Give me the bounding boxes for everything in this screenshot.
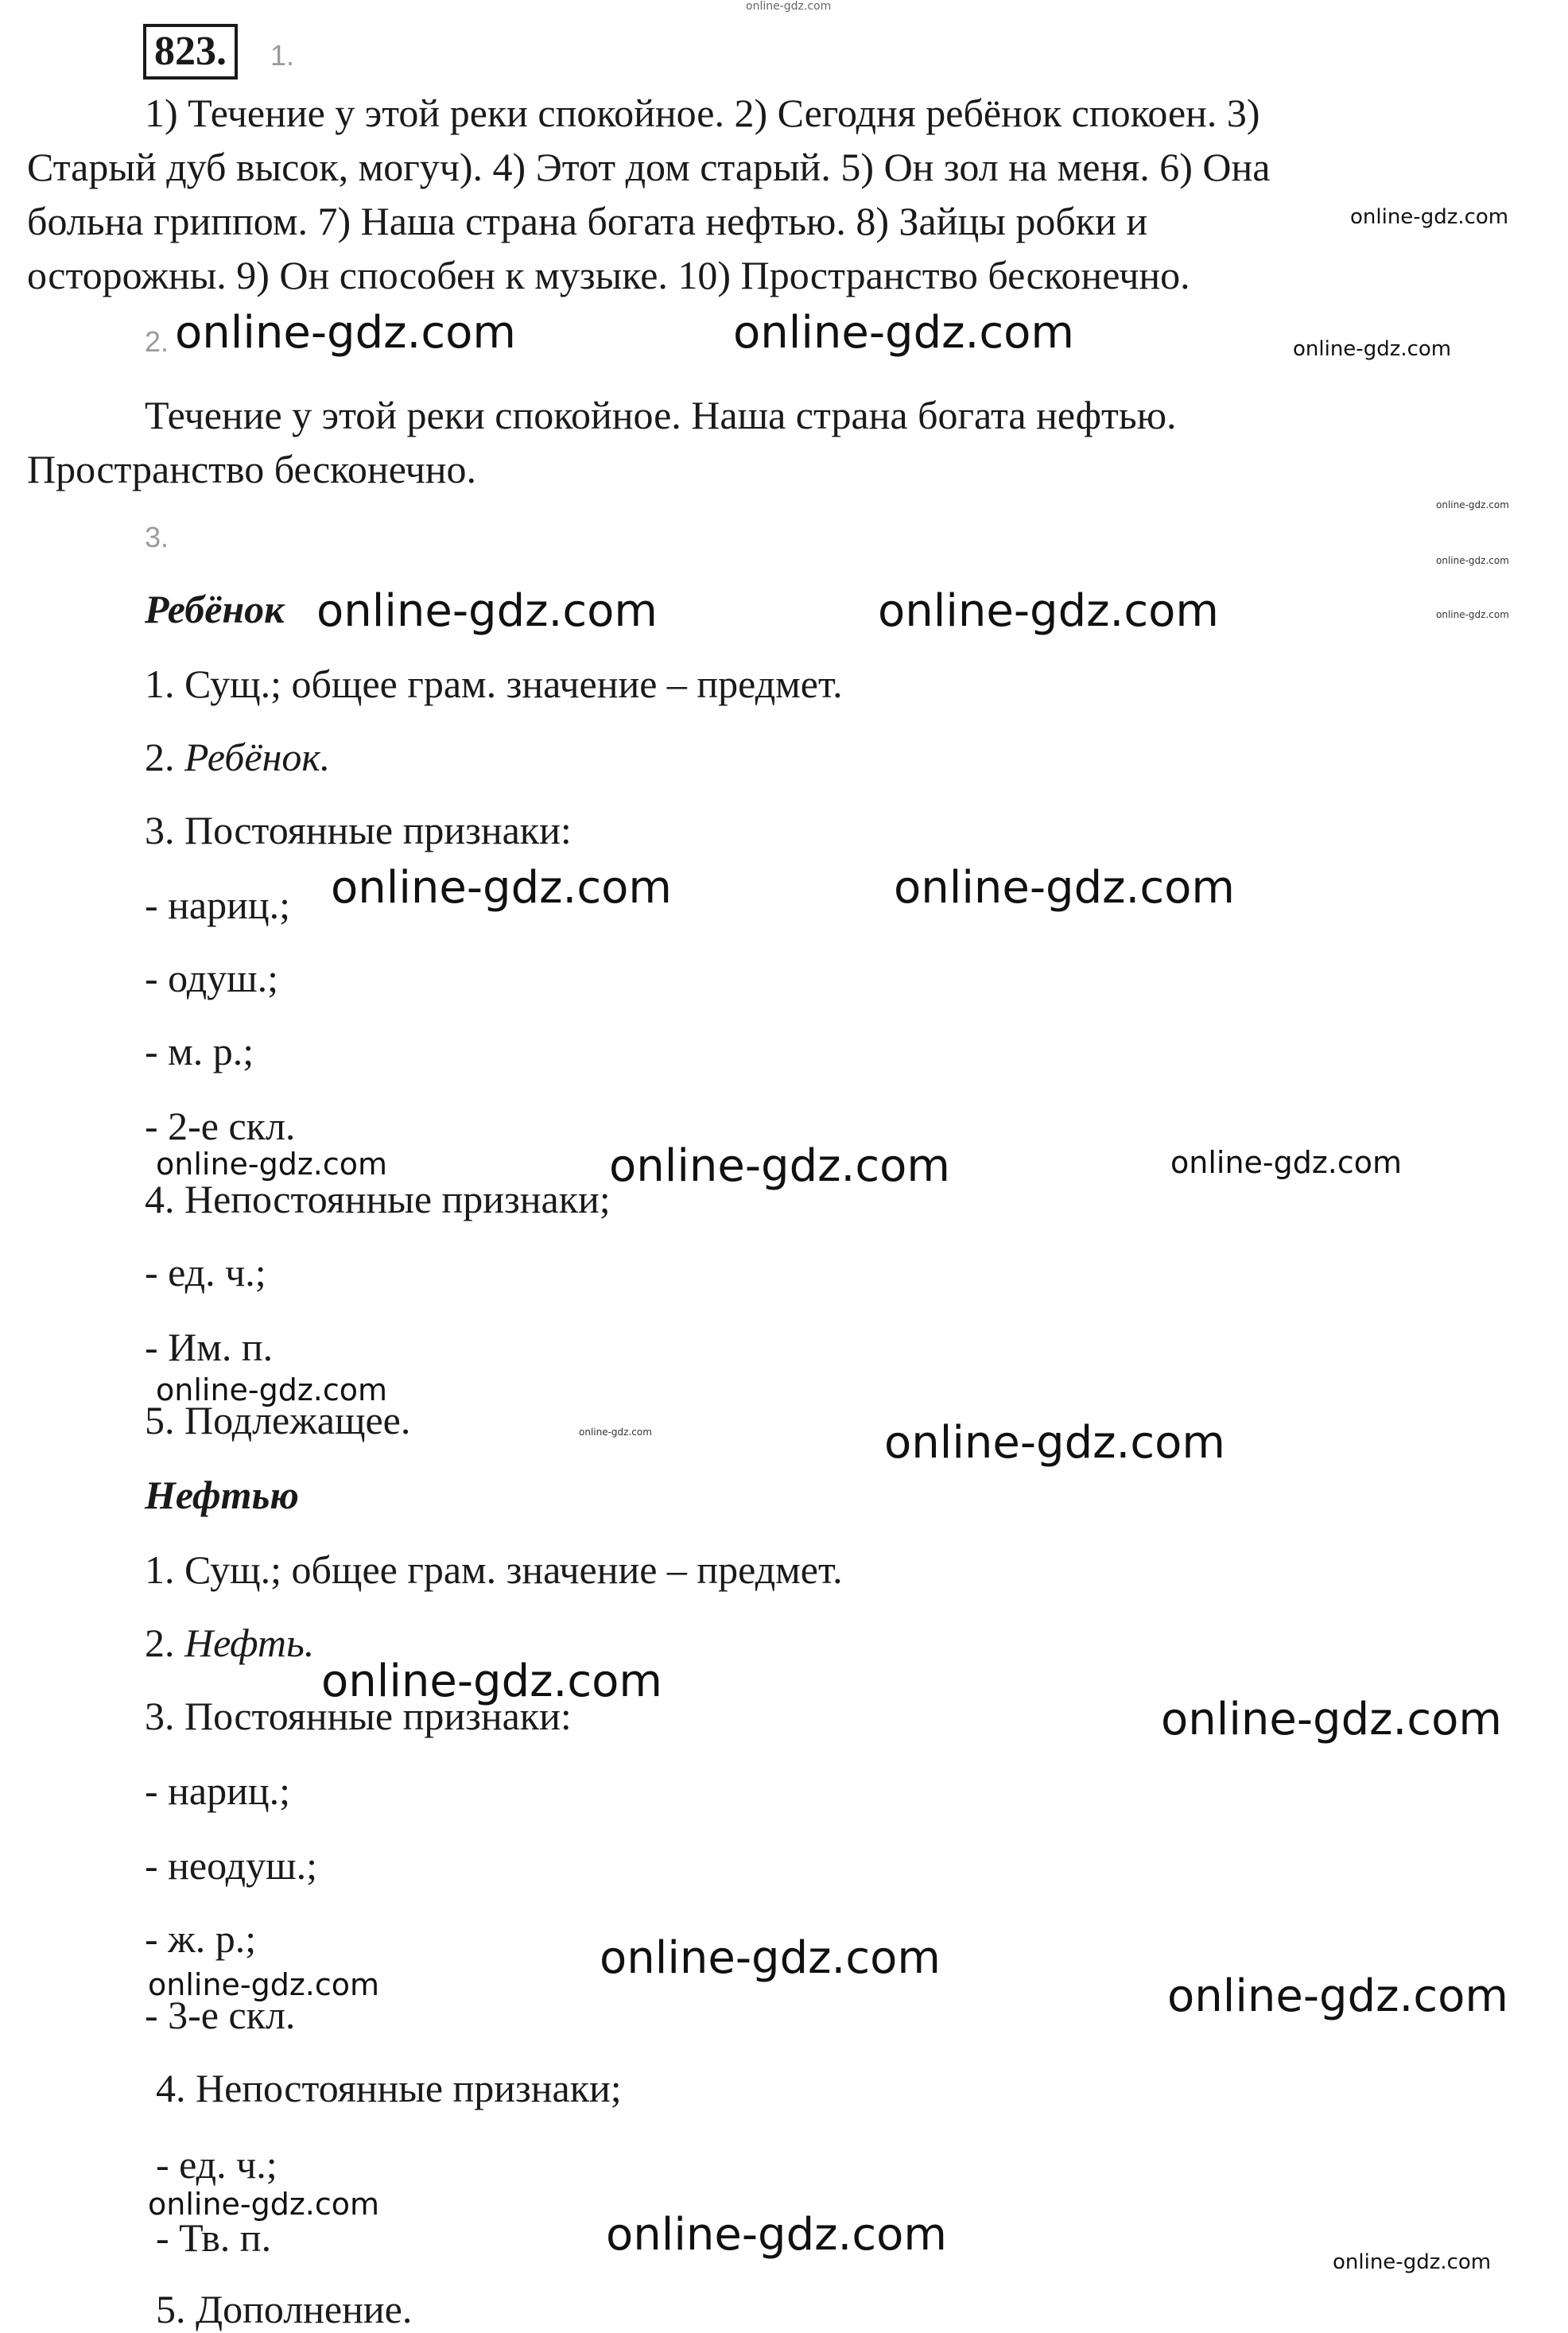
watermark: online-gdz.com — [606, 2209, 947, 2261]
watermark: online-gdz.com — [1350, 205, 1509, 229]
watermark: online-gdz.com — [156, 1147, 388, 1182]
watermark: online-gdz.com — [156, 1372, 388, 1407]
watermark: online-gdz.com — [1333, 2250, 1492, 2274]
analysis-line: - ж. р.; — [145, 1916, 257, 1961]
analysis-item-number: 2. — [145, 735, 184, 779]
watermark: online-gdz.com — [175, 307, 516, 359]
watermark: online-gdz.com — [579, 1427, 652, 1438]
analysis-line: 1. Сущ.; общее грам. значение – предмет. — [145, 1547, 843, 1592]
initial-form: Ребёнок. — [184, 735, 331, 779]
section-label-3: 3. — [145, 521, 169, 553]
exercise-number: 823. — [143, 24, 238, 80]
watermark: online-gdz.com — [321, 1656, 662, 1707]
analysis-line: 3. Постоянные признаки: — [145, 808, 572, 852]
analysis-line: 5. Подлежащее. — [145, 1398, 411, 1442]
analysis-line: 4. Непостоянные признаки; — [156, 2066, 622, 2110]
watermark: online-gdz.com — [746, 0, 832, 13]
watermark: online-gdz.com — [894, 862, 1235, 914]
analysis-item-number: 2. — [145, 1621, 184, 1665]
part1-line: 1) Течение у этой реки спокойное. 2) Сегодня ребёнок спокоен. 3) — [145, 91, 1260, 135]
watermark: online-gdz.com — [878, 585, 1219, 637]
analysis-line: - нариц.; — [145, 883, 291, 927]
analysis-line — [145, 733, 330, 781]
part1-line: больна гриппом. 7) Наша страна богата нефтью. 8) Зайцы робки и — [27, 199, 1148, 243]
watermark: online-gdz.com — [1161, 1694, 1502, 1745]
analysis-word: Нефтью — [145, 1473, 299, 1517]
analysis-line: - неодуш.; — [145, 1843, 317, 1888]
analysis-line: 5. Дополнение. — [156, 2287, 413, 2331]
analysis-line — [145, 1619, 314, 1667]
analysis-line: - 2-е скл. — [145, 1104, 296, 1148]
part1-line: Старый дуб высок, могуч). 4) Этот дом старый. 5) Он зол на меня. 6) Она — [27, 145, 1271, 189]
part1-line: осторожны. 9) Он способен к музыке. 10) Пространство бесконечно. — [27, 253, 1190, 297]
analysis-line: - нариц.; — [145, 1768, 291, 1813]
analysis-line: 1. Сущ.; общее грам. значение – предмет. — [145, 662, 843, 706]
initial-form: Нефть. — [184, 1621, 315, 1665]
watermark: online-gdz.com — [1436, 499, 1509, 510]
analysis-line: 3. Постоянные признаки: — [145, 1694, 572, 1738]
part2-line: Течение у этой реки спокойное. Наша страна богата нефтью. — [145, 393, 1177, 437]
watermark: online-gdz.com — [600, 1932, 941, 1984]
watermark: online-gdz.com — [609, 1140, 950, 1192]
analysis-line: - Им. п. — [145, 1325, 274, 1369]
watermark: online-gdz.com — [733, 307, 1074, 359]
watermark: online-gdz.com — [316, 585, 658, 637]
analysis-line: - ед. ч.; — [145, 1250, 266, 1295]
watermark: online-gdz.com — [1293, 337, 1452, 361]
analysis-word: Ребёнок — [145, 587, 285, 631]
watermark: online-gdz.com — [1170, 1145, 1403, 1180]
watermark: online-gdz.com — [148, 1967, 380, 2002]
analysis-line: - Тв. п. — [156, 2215, 272, 2260]
watermark: online-gdz.com — [148, 2187, 380, 2222]
watermark: online-gdz.com — [1167, 1970, 1508, 2022]
watermark: online-gdz.com — [331, 862, 672, 914]
part2-line: Пространство бесконечно. — [27, 447, 477, 491]
analysis-line: - ед. ч.; — [156, 2142, 278, 2187]
analysis-line: - одуш.; — [145, 956, 279, 1000]
analysis-line: - 3-е скл. — [145, 1993, 296, 2037]
watermark: online-gdz.com — [1436, 555, 1509, 566]
section-label-2: 2. — [145, 325, 169, 358]
analysis-line: - м. р.; — [145, 1029, 254, 1073]
watermark: online-gdz.com — [1436, 609, 1509, 620]
watermark: online-gdz.com — [884, 1417, 1225, 1469]
analysis-line: 4. Непостоянные признаки; — [145, 1177, 611, 1221]
section-label-1: 1. — [270, 39, 295, 72]
